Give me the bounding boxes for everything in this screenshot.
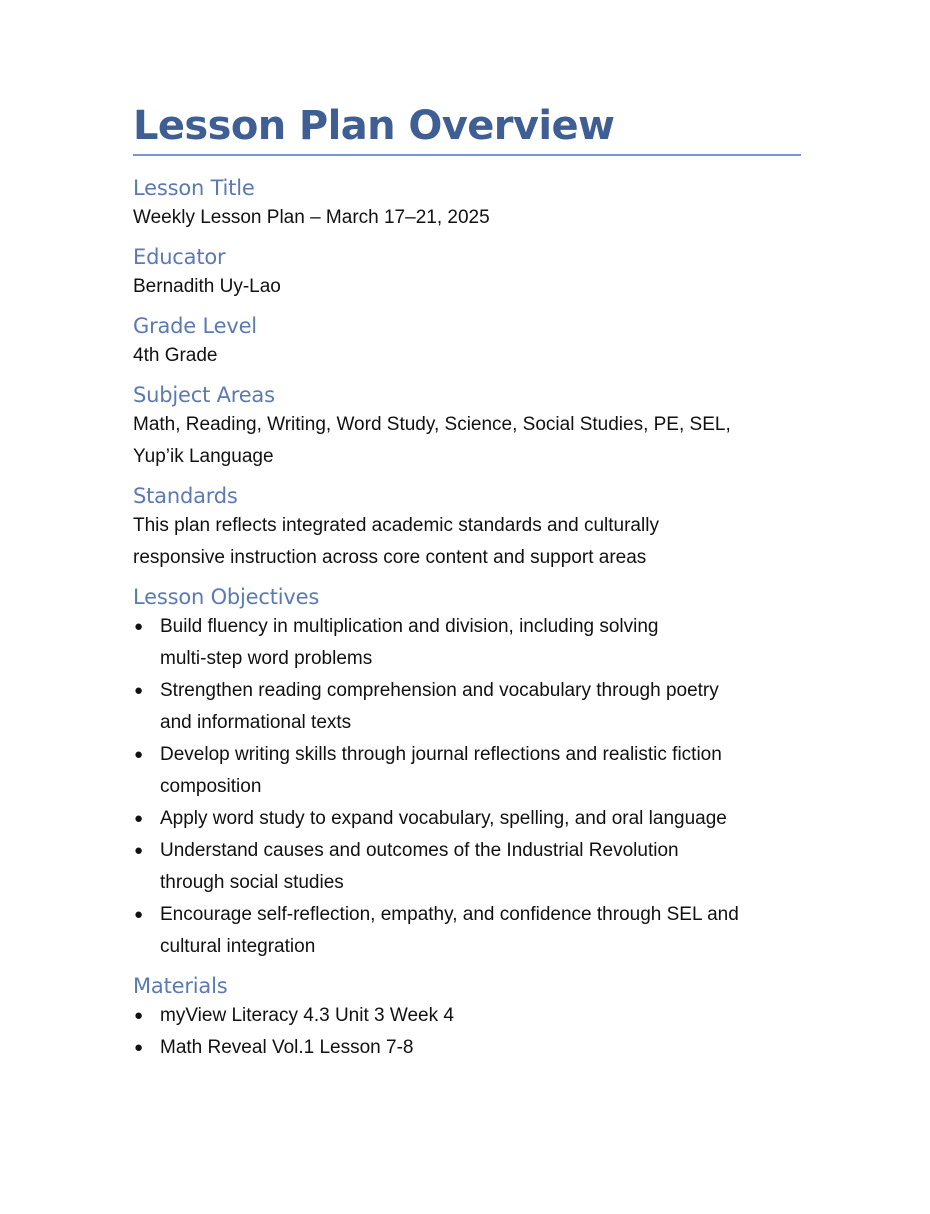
subject-areas-line: Math, Reading, Writing, Word Study, Science, Social Studies, PE, SEL, xyxy=(133,414,731,435)
page-title: Lesson Plan Overview xyxy=(133,103,615,149)
list-item xyxy=(133,675,801,739)
standards-line: responsive instruction across core content and support areas xyxy=(133,547,647,568)
standards-line: This plan reflects integrated academic standards and culturally xyxy=(133,515,659,536)
lesson-title-section xyxy=(133,174,801,234)
list-item-text: multi-step word problems xyxy=(160,648,373,669)
list-item-text: Math Reveal Vol.1 Lesson 7-8 xyxy=(160,1037,414,1058)
list-item xyxy=(133,1032,801,1064)
subject-areas-heading: Subject Areas xyxy=(133,383,275,407)
grade-level-section xyxy=(133,312,801,372)
title-divider xyxy=(133,154,801,156)
list-item-text: and informational texts xyxy=(160,712,352,733)
educator-section xyxy=(133,243,801,303)
subject-areas-section xyxy=(133,381,801,473)
lesson-title-value: Weekly Lesson Plan – March 17–21, 2025 xyxy=(133,207,490,228)
lesson-title-heading: Lesson Title xyxy=(133,176,255,200)
list-item xyxy=(133,1000,801,1032)
materials-list xyxy=(133,1000,801,1064)
objectives-section xyxy=(133,583,801,963)
bullet-icon: ● xyxy=(134,842,144,859)
list-item xyxy=(133,899,801,963)
list-item xyxy=(133,739,801,803)
list-item-text: composition xyxy=(160,776,262,797)
subject-areas-line: Yup’ik Language xyxy=(133,446,274,467)
list-item-text: Develop writing skills through journal reflections and realistic fiction xyxy=(160,744,722,765)
bullet-icon: ● xyxy=(134,810,144,827)
bullet-icon: ● xyxy=(134,682,144,699)
list-item xyxy=(133,803,801,835)
bullet-icon: ● xyxy=(134,746,144,763)
standards-section xyxy=(133,482,801,574)
list-item-text: cultural integration xyxy=(160,936,316,957)
list-item-text: Apply word study to expand vocabulary, spelling, and oral language xyxy=(160,808,727,829)
bullet-icon: ● xyxy=(134,906,144,923)
standards-heading: Standards xyxy=(133,484,238,508)
bullet-icon: ● xyxy=(134,618,144,635)
list-item xyxy=(133,611,801,675)
list-item-text: through social studies xyxy=(160,872,344,893)
grade-level-value: 4th Grade xyxy=(133,345,218,366)
list-item-text: Build fluency in multiplication and division, including solving xyxy=(160,616,659,637)
bullet-icon: ● xyxy=(134,1007,144,1024)
bullet-icon: ● xyxy=(134,1039,144,1056)
objectives-list xyxy=(133,611,801,963)
objectives-heading: Lesson Objectives xyxy=(133,585,320,609)
list-item-text: myView Literacy 4.3 Unit 3 Week 4 xyxy=(160,1005,454,1026)
list-item-text: Encourage self-reflection, empathy, and confidence through SEL and xyxy=(160,904,739,925)
list-item xyxy=(133,835,801,899)
materials-section xyxy=(133,972,801,1064)
document-page xyxy=(133,100,801,1064)
educator-value: Bernadith Uy-Lao xyxy=(133,276,281,297)
list-item-text: Understand causes and outcomes of the Industrial Revolution xyxy=(160,840,679,861)
educator-heading: Educator xyxy=(133,245,226,269)
materials-heading: Materials xyxy=(133,974,228,998)
list-item-text: Strengthen reading comprehension and vocabulary through poetry xyxy=(160,680,719,701)
grade-level-heading: Grade Level xyxy=(133,314,257,338)
